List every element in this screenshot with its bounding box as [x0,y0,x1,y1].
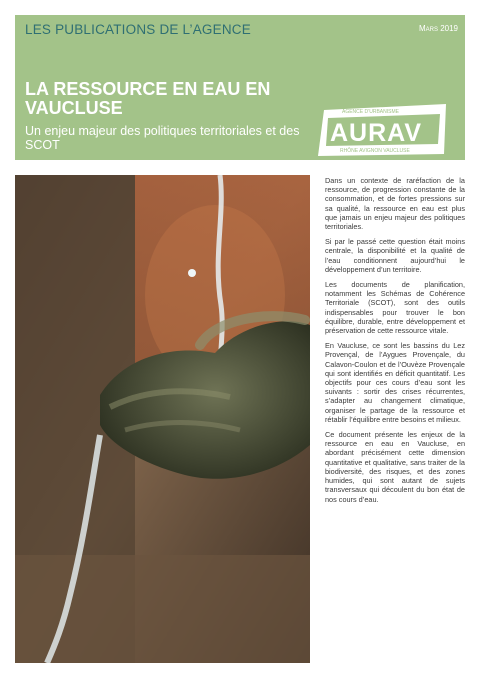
paragraph: En Vaucluse, ce sont les bassins du Lez Provençal, de l’Aygues Provençale, du Calavon-Coulon et de l’Ouvèze Provençale qui sont identifiés en déficit quantitatif. Les objectifs pour ces cours d’eau sont les suivants : sortir des crises récurrentes, s’adapter au changement climatique, organiser le partage de la ressource et rétablir l’équilibre entre besoins et milieux. [325,341,465,424]
intro-text [325,176,465,510]
paragraph: Ce document présente les enjeux de la ressource en eau en Vaucluse, en abordant précisément cette dimension quantitative et qualitative, sans traiter de la biodiversité, des risques, et des zones humides, qui sont autant de sujets transversaux qui découlent du bon état de nos cours d’eau. [325,430,465,504]
page-title: LA RESSOURCE EN EAU EN VAUCLUSE [25,79,271,118]
cover-photo-bronze-hand-water [15,175,310,663]
paragraph: Les documents de planification, notamment les Schémas de Cohérence Territoriale (SCOT), sont des outils indispensables pour trouver le bon équilibre, durable, entre développement et préservation de cette ressource vitale. [325,280,465,336]
svg-text:AURAV: AURAV [330,119,423,147]
publication-series: LES PUBLICATIONS DE L’AGENCE [25,22,251,37]
paragraph: Si par le passé cette question était moins centrale, la disponibilité et la qualité de l’eau conditionnent aujourd’hui le développement d’un territoire. [325,237,465,274]
svg-text:RHÔNE AVIGNON VAUCLUSE: RHÔNE AVIGNON VAUCLUSE [340,148,410,154]
svg-text:AGENCE D’URBANISME: AGENCE D’URBANISME [342,109,399,115]
page-subtitle: Un enjeu majeur des politiques territoriales et des SCOT [25,124,300,152]
aurav-logo [318,104,450,156]
publication-date: Mars 2019 [418,24,458,33]
paragraph: Dans un contexte de raréfaction de la ressource, de progression constante de la consommation, et de fortes pressions sur sa qualité, la ressource en eau est plus que jamais un enjeu majeur des politiques territoriales. [325,176,465,232]
